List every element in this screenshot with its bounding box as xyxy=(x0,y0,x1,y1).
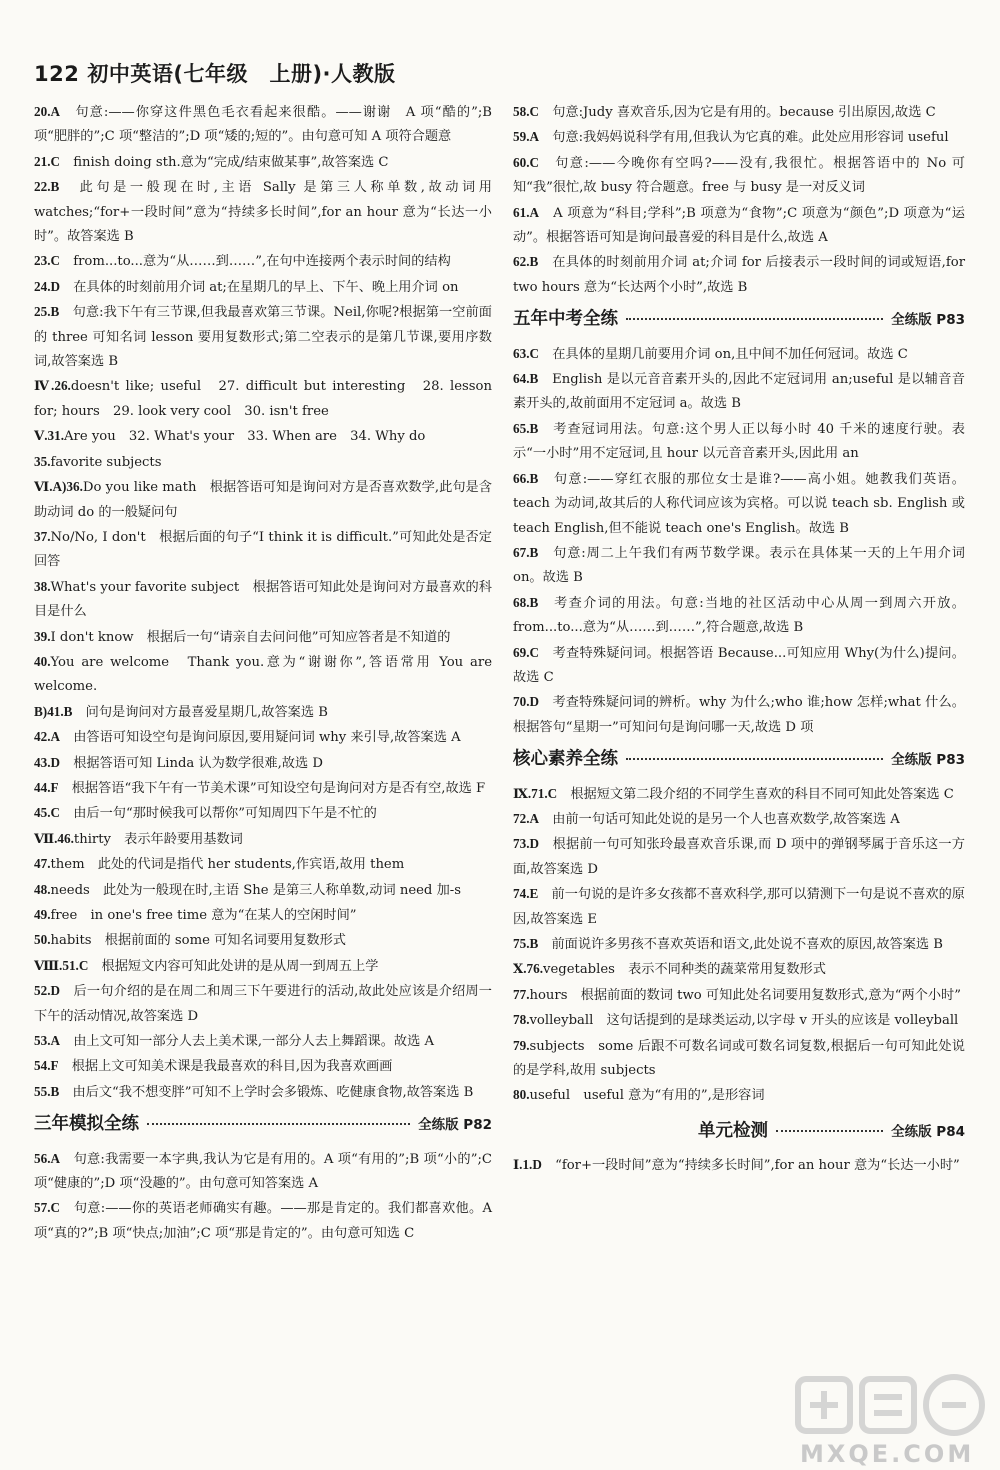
answer-explanation: habits 根据前面的 some 可知名词要用复数形式 xyxy=(50,933,346,949)
answer-item xyxy=(34,275,492,300)
answer-item xyxy=(34,300,492,374)
watermark-text: MXQE.COM xyxy=(800,1440,975,1468)
answer-explanation: free in one's free time 意为“在某人的空闲时间” xyxy=(50,908,357,923)
leader-dots xyxy=(626,758,883,760)
answer-item xyxy=(34,625,492,650)
answer-item xyxy=(513,1153,965,1178)
question-number: 54.F xyxy=(34,1058,59,1074)
answer-item xyxy=(513,983,965,1008)
answer-explanation: 根据答语“我下午有一节美术课”可知设空句是询问对方是否有空,故选 F xyxy=(58,780,486,796)
question-number: Ⅶ.46. xyxy=(34,830,74,846)
question-number: 42.A xyxy=(34,729,61,745)
answer-item xyxy=(34,827,492,852)
question-number: 72.A xyxy=(513,810,540,826)
answer-explanation: 前一句说的是许多女孩都不喜欢科学,那可以猜测下一句是说不喜欢的原因,故答案选 E xyxy=(513,887,965,927)
answer-item xyxy=(34,751,492,776)
answer-item xyxy=(34,525,492,575)
answer-explanation: 由上文可知一部分人去上美术课,一部分人去上舞蹈课。故选 A xyxy=(60,1034,434,1050)
answer-item xyxy=(34,903,492,928)
question-number: 55.B xyxy=(34,1083,60,1099)
question-number: 63.C xyxy=(513,345,540,361)
question-number: Ⅵ.A)36. xyxy=(34,479,83,495)
answer-item xyxy=(513,100,965,125)
answer-item xyxy=(513,342,965,367)
question-number: Ⅴ.31. xyxy=(34,428,65,444)
question-number: 70.D xyxy=(513,694,540,710)
section-page-ref: 全练版 P83 xyxy=(891,312,965,329)
answer-explanation: 句意:我下午有三节课,但我最喜欢第三节课。Neil,你呢?根据第一空前面的 three 可知名词 lesson 要用复数形式;第二空表示的是第几节课,要用序数词,故答案选 B xyxy=(34,305,492,370)
answer-item xyxy=(513,1008,965,1033)
answer-explanation: volleyball 这句话提到的是球类运动,以字母 v 开头的应该是 volleyball xyxy=(529,1013,959,1029)
answer-item xyxy=(513,417,965,467)
answer-item xyxy=(513,807,965,832)
question-number: 45.C xyxy=(34,805,61,821)
question-number: 64.B xyxy=(513,371,539,387)
question-number: 57.C xyxy=(34,1200,61,1216)
answer-explanation: 考查特殊疑问词的辨析。why 为什么;who 谁;how 怎样;what 什么。根据答句“星期一”可知问句是询问哪一天,故选 D 项 xyxy=(513,695,965,735)
question-number: 49. xyxy=(34,907,51,922)
answer-explanation: 根据前一句可知张玲最喜欢音乐课,而 D 项中的弹钢琴属于音乐这一方面,故答案选 D xyxy=(513,837,965,877)
answer-explanation: English 是以元音音素开头的,因此不定冠词用 an;useful 是以辅音音素开头的,故前面用不定冠词 a。故选 B xyxy=(513,372,965,412)
answer-explanation: 由后文“我不想变胖”可知不上学时会多锻炼、吃健康食物,故答案选 B xyxy=(59,1084,474,1100)
question-number: 56.A xyxy=(34,1150,61,1166)
question-number: 53.A xyxy=(34,1033,61,1049)
answer-explanation: 由后一句“那时候我可以帮你”可知周四下午是不忙的 xyxy=(60,806,377,822)
question-number: 25.B xyxy=(34,304,60,320)
question-number: 79. xyxy=(513,1037,530,1053)
answer-explanation: 后一句介绍的是在周二和周三下午要进行的活动,故此处应该是介绍周一下午的活动情况,故答案选 D xyxy=(34,984,492,1024)
answer-item xyxy=(34,175,492,249)
answer-explanation: A 项意为“科目;学科”;B 项意为“食物”;C 项意为“颜色”;D 项意为“运动”。根据答语可知是询问最喜爱的科目是什么,故选 A xyxy=(513,205,965,246)
question-number: 39. xyxy=(34,628,51,644)
question-number: 65.B xyxy=(513,420,539,436)
answer-explanation: You are welcome Thank you.意为“谢谢你”,答语常用 You are welcome. xyxy=(34,654,492,695)
answer-explanation: 在具体的时刻前用介词 at;介词 for 后接表示一段时间的词或短语,for two hours 意为“长达两个小时”,故选 B xyxy=(513,255,965,295)
question-number: Ⅷ.51.C xyxy=(34,957,89,973)
answer-explanation: 问句是询问对方最喜爱星期几,故答案选 B xyxy=(72,704,328,720)
answer-explanation: 根据上文可知美术课是我最喜欢的科目,因为我喜欢画画 xyxy=(58,1059,393,1075)
section-heading xyxy=(698,1119,965,1144)
section-heading xyxy=(34,1112,492,1137)
answer-item xyxy=(513,591,965,641)
answer-item xyxy=(34,801,492,826)
answer-explanation: 句意:Judy 喜欢音乐,因为它是有用的。because 引出原因,故选 C xyxy=(539,105,936,120)
answer-explanation: 根据短文内容可知此处讲的是从周一到周五上学 xyxy=(88,958,379,974)
answer-explanation: 句意:我需要一本字典,我认为它是有用的。A 项“有用的”;B 项“小的”;C 项“健康的”;D 项“没趣的”。由句意可知答案选 A xyxy=(34,1151,492,1192)
answer-item xyxy=(34,1080,492,1105)
answer-explanation: favorite subjects xyxy=(50,454,162,470)
answer-explanation: 在具体的星期几前要用介词 on,且中间不加任何冠词。故选 C xyxy=(539,346,908,362)
question-number: 24.D xyxy=(34,278,61,294)
leader-dots xyxy=(147,1123,410,1125)
answer-explanation: from...to...意为“从……到……”,在句中连接两个表示时间的结构 xyxy=(60,254,451,270)
answer-explanation: vegetables 表示不同种类的蔬菜常用复数形式 xyxy=(543,962,826,978)
answer-explanation: finish doing sth.意为“完成/结束做某事”,故答案选 C xyxy=(60,154,389,170)
answer-item xyxy=(513,467,965,541)
answer-item xyxy=(34,928,492,953)
question-number: 74.E xyxy=(513,886,539,902)
question-number: 68.B xyxy=(513,594,539,610)
section-page-ref: 全练版 P84 xyxy=(891,1123,965,1140)
answer-item xyxy=(513,882,965,932)
answer-item xyxy=(513,832,965,882)
question-number: 44.F xyxy=(34,779,59,795)
answer-item xyxy=(34,1196,492,1246)
section-heading xyxy=(513,307,965,332)
answer-item xyxy=(513,690,965,740)
question-number: Ⅰ.1.D xyxy=(513,1157,542,1173)
section-title: 五年中考全练 xyxy=(513,309,618,330)
answer-item xyxy=(34,249,492,274)
question-number: 21.C xyxy=(34,153,61,169)
answer-item xyxy=(34,776,492,801)
leader-dots xyxy=(626,318,883,320)
question-number: 50. xyxy=(34,932,51,948)
question-number: 73.D xyxy=(513,836,540,852)
answer-explanation: 此句是一般现在时,主语 Sally 是第三人称单数,故动词用 watches;“for+一段时间”意为“持续多长时间”,for an hour 意为“长达一小时”。故答案选 B xyxy=(34,180,492,245)
answer-item xyxy=(34,1147,492,1197)
answer-item xyxy=(34,650,492,700)
question-number: 35. xyxy=(34,453,51,469)
answer-explanation: No/No, I don't 根据后面的句子“I think it is difficult.”可知此处是否定回答 xyxy=(34,529,492,570)
answer-item xyxy=(34,852,492,877)
answer-explanation: 句意:——你的英语老师确实有趣。——那是肯定的。我们都喜欢他。A 项“真的?”;B 项“快点;加油”;C 项“那是肯定的”。由句意可知选 C xyxy=(34,1201,492,1241)
question-number: Ⅸ.71.C xyxy=(513,785,558,801)
answer-explanation: 句意:——你穿这件黑色毛衣看起来很酷。——谢谢 A 项“酷的”;B 项“肥胖的”;C 项“整洁的”;D 项“矮的;短的”。由句意可知 A 项符合题意 xyxy=(34,105,492,145)
answer-explanation: 句意:我妈妈说科学有用,但我认为它真的难。此处应用形容词 useful xyxy=(539,130,949,146)
answer-item xyxy=(34,954,492,979)
answer-explanation: hours 根据前面的数词 two 可知此处名词要用复数形式,意为“两个小时” xyxy=(529,987,961,1003)
answer-explanation: 由前一句话可知此处说的是另一个人也喜欢数学,故答案选 A xyxy=(539,811,900,827)
question-number: 37. xyxy=(34,528,51,544)
answer-item xyxy=(513,1034,965,1084)
answer-explanation: I don't know 根据后一句“请亲自去问问他”可知应答者是不知道的 xyxy=(50,629,451,645)
question-number: 58.C xyxy=(513,104,540,119)
question-number: 59.A xyxy=(513,129,540,145)
answer-explanation: Are you 32. What's your 33. When are 34. Why do xyxy=(64,429,426,445)
answer-item xyxy=(34,475,492,525)
question-number: Ⅹ.76. xyxy=(513,961,544,977)
answer-explanation: thirty 表示年龄要用基数词 xyxy=(73,831,243,847)
question-number: 77. xyxy=(513,986,530,1002)
question-number: 80. xyxy=(513,1087,530,1103)
question-number: 23.C xyxy=(34,253,61,269)
answer-item xyxy=(34,725,492,750)
answer-explanation: doesn't like; useful 27. difficult but interesting 28. lesson for; hours 29. look very cool 30. isn't free xyxy=(34,379,492,419)
question-number: 38. xyxy=(34,578,51,594)
question-number: 22.B xyxy=(34,179,60,195)
answer-explanation: useful useful 意为“有用的”,是形容词 xyxy=(529,1088,765,1104)
question-number: 48. xyxy=(34,881,51,897)
answer-item xyxy=(513,125,965,150)
answer-item xyxy=(34,150,492,175)
answer-explanation: 根据答语可知 Linda 认为数学很难,故选 D xyxy=(60,755,323,771)
book-title: 初中英语(七年级 上册)·人教版 xyxy=(87,62,396,86)
answer-item xyxy=(513,151,965,201)
answer-explanation: 考查冠词用法。句意:这个男人正以每小时 40 千米的速度行驶。表示“一小时”用不定冠词,且 hour 以元音音素开头,因此用 an xyxy=(513,421,965,462)
question-number: Ⅳ.26. xyxy=(34,378,71,394)
section-title: 单元检测 xyxy=(698,1120,768,1141)
right-column xyxy=(513,100,965,1179)
question-number: 20.A xyxy=(34,104,61,119)
answer-explanation: Do you like math 根据答语可知是询问对方是否喜欢数学,此句是含助动词 do 的一般疑问句 xyxy=(34,480,492,520)
answer-item xyxy=(513,932,965,957)
answer-explanation: “for+一段时间”意为“持续多长时间”,for an hour 意为“长达一小时” xyxy=(541,1158,960,1174)
answer-item xyxy=(513,201,965,251)
section-title: 核心素养全练 xyxy=(513,749,618,770)
answer-explanation: 根据短文第二段介绍的不同学生喜欢的科目不同可知此处答案选 C xyxy=(557,786,954,802)
answer-explanation: subjects some 后跟不可数名词或可数名词复数,根据后一句可知此处说的是学科,故用 subjects xyxy=(513,1038,965,1079)
question-number: 62.B xyxy=(513,254,539,270)
answer-item xyxy=(513,641,965,691)
answer-item xyxy=(34,450,492,475)
answer-item xyxy=(34,878,492,903)
answer-explanation: What's your favorite subject 根据答语可知此处是询问对方最喜欢的科目是什么 xyxy=(34,579,492,620)
answer-explanation: 在具体的时刻前用介词 at;在星期几的早上、下午、晚上用介词 on xyxy=(60,279,459,295)
answer-item xyxy=(513,782,965,807)
question-number: 69.C xyxy=(513,644,540,660)
page-header xyxy=(34,58,396,88)
answer-item xyxy=(34,700,492,725)
answer-item xyxy=(34,1054,492,1079)
leader-dots xyxy=(776,1130,883,1132)
question-number: 75.B xyxy=(513,936,539,951)
answer-item xyxy=(34,374,492,424)
answer-item xyxy=(34,575,492,625)
answer-explanation: 考查特殊疑问词。根据答语 Because...可知应用 Why(为什么)提问。故选 C xyxy=(513,645,965,685)
answer-item xyxy=(513,541,965,591)
answer-explanation: 考查介词的用法。句意:当地的社区活动中心从周一到周六开放。from...to...意为“从……到……”,符合题意,故选 B xyxy=(513,595,965,636)
answer-explanation: 由答语可知设空句是询问原因,要用疑问词 why 来引导,故答案选 A xyxy=(60,730,461,746)
answer-explanation: them 此处的代词是指代 her students,作宾语,故用 them xyxy=(50,857,405,873)
question-number: 40. xyxy=(34,653,51,669)
question-number: 78. xyxy=(513,1012,530,1028)
question-number: 43.D xyxy=(34,754,61,770)
answer-item xyxy=(513,957,965,982)
answer-explanation: 句意:——穿红衣服的那位女士是谁?——高小姐。她教我们英语。teach 为动词,故其后的人称代词应该为宾格。可以说 teach sb. English 或 teach English,但不能说 teach one's English。故选 B xyxy=(513,471,965,536)
question-number: 47. xyxy=(34,856,51,872)
answer-item xyxy=(34,100,492,150)
question-number: 61.A xyxy=(513,204,540,220)
page-number: 122 xyxy=(34,62,80,86)
answer-item xyxy=(513,250,965,300)
question-number: 66.B xyxy=(513,470,539,486)
answer-item xyxy=(513,1083,965,1108)
answer-explanation: 前面说许多男孩不喜欢英语和语文,此处说不喜欢的原因,故答案选 B xyxy=(538,937,943,952)
question-number: 67.B xyxy=(513,544,539,560)
answer-item xyxy=(34,424,492,449)
answer-explanation: 句意:周二上午我们有两节数学课。表示在具体某一天的上午用介词 on。故选 B xyxy=(513,545,965,586)
section-heading xyxy=(513,747,965,772)
answer-item xyxy=(513,367,965,417)
answer-explanation: 句意:——今晚你有空吗?——没有,我很忙。根据答语中的 No 可知“我”很忙,故 busy 符合题意。free 与 busy 是一对反义词 xyxy=(513,155,965,196)
section-page-ref: 全练版 P82 xyxy=(418,1117,492,1134)
question-number: 60.C xyxy=(513,154,540,170)
answer-item xyxy=(34,979,492,1029)
section-title: 三年模拟全练 xyxy=(34,1114,139,1135)
question-number: B)41.B xyxy=(34,703,73,719)
answer-explanation: needs 此处为一般现在时,主语 She 是第三人称单数,动词 need 加-s xyxy=(50,882,461,898)
section-page-ref: 全练版 P83 xyxy=(891,752,965,769)
question-number: 52.D xyxy=(34,983,61,999)
answer-item xyxy=(34,1029,492,1054)
left-column xyxy=(34,100,492,1246)
